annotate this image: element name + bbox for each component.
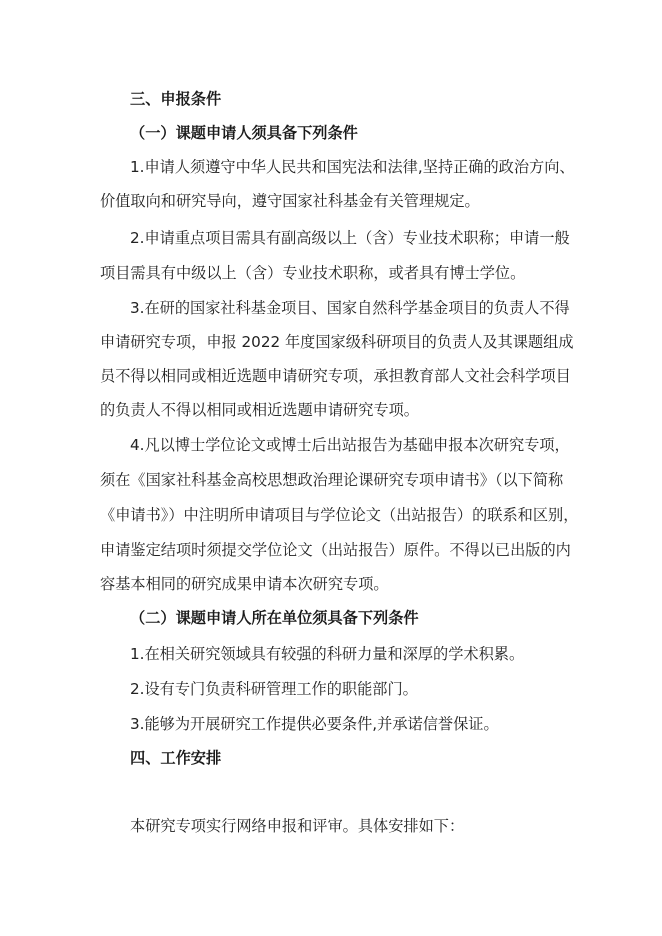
sub1-item-2-line-1: 2.申请重点项目需具有副高级以上（含）专业技术职称；申请一般: [130, 229, 570, 247]
sub1-item-3-line-3: 员不得以相同或相近选题申请研究专项，承担教育部人文社会科学项目: [100, 367, 571, 385]
sub1-item-4-line-4: 申请鉴定结项时须提交学位论文（出站报告）原件。不得以已出版的内: [100, 541, 571, 559]
sub1-item-4-line-3: 《申请书》）中注明所申请项目与学位论文（出站报告）的联系和区别，: [100, 506, 579, 524]
sub2-item-3: 3.能够为开展研究工作提供必要条件,并承诺信誉保证。: [130, 715, 499, 733]
sub1-item-2-line-2: 项目需具有中级以上（含）专业技术职称，或者具有博士学位。: [100, 264, 526, 282]
sub1-item-4-line-5: 容基本相同的研究成果申请本次研究专项。: [100, 575, 389, 593]
sub1-item-3-line-4: 的负责人不得以相同或相近选题申请研究专项。: [100, 401, 419, 419]
subsection-2-heading: （二）课题申请人所在单位须具备下列条件: [130, 609, 419, 627]
sub2-item-2: 2.设有专门负责科研管理工作的职能部门。: [130, 680, 418, 698]
sub1-item-3-line-2: 申请研究专项，申报 2022 年度国家级科研项目的负责人及其课题组成: [100, 333, 574, 351]
sub2-item-1: 1.在相关研究领域具有较强的科研力量和深厚的学术积累。: [130, 645, 525, 663]
section-4-heading: 四、工作安排: [130, 749, 222, 767]
section-3-heading: 三、申报条件: [130, 90, 222, 108]
subsection-1-heading: （一）课题申请人须具备下列条件: [130, 124, 358, 142]
section-4-intro: 本研究专项实行网络申报和评审。具体安排如下：: [130, 817, 465, 835]
sub1-item-4-line-1: 4.凡以博士学位论文或博士后出站报告为基础申报本次研究专项，: [130, 436, 570, 454]
sub1-item-3-line-1: 3.在研的国家社科基金项目、国家自然科学基金项目的负责人不得: [130, 299, 570, 317]
sub1-item-1-line-1: 1.申请人须遵守中华人民共和国宪法和法律,坚持正确的政治方向、: [130, 158, 575, 176]
sub1-item-1-line-2: 价值取向和研究导向，遵守国家社科基金有关管理规定。: [100, 192, 480, 210]
sub1-item-4-line-2: 须在《国家社科基金高校思想政治理论课研究专项申请书》（以下简称: [100, 471, 564, 489]
